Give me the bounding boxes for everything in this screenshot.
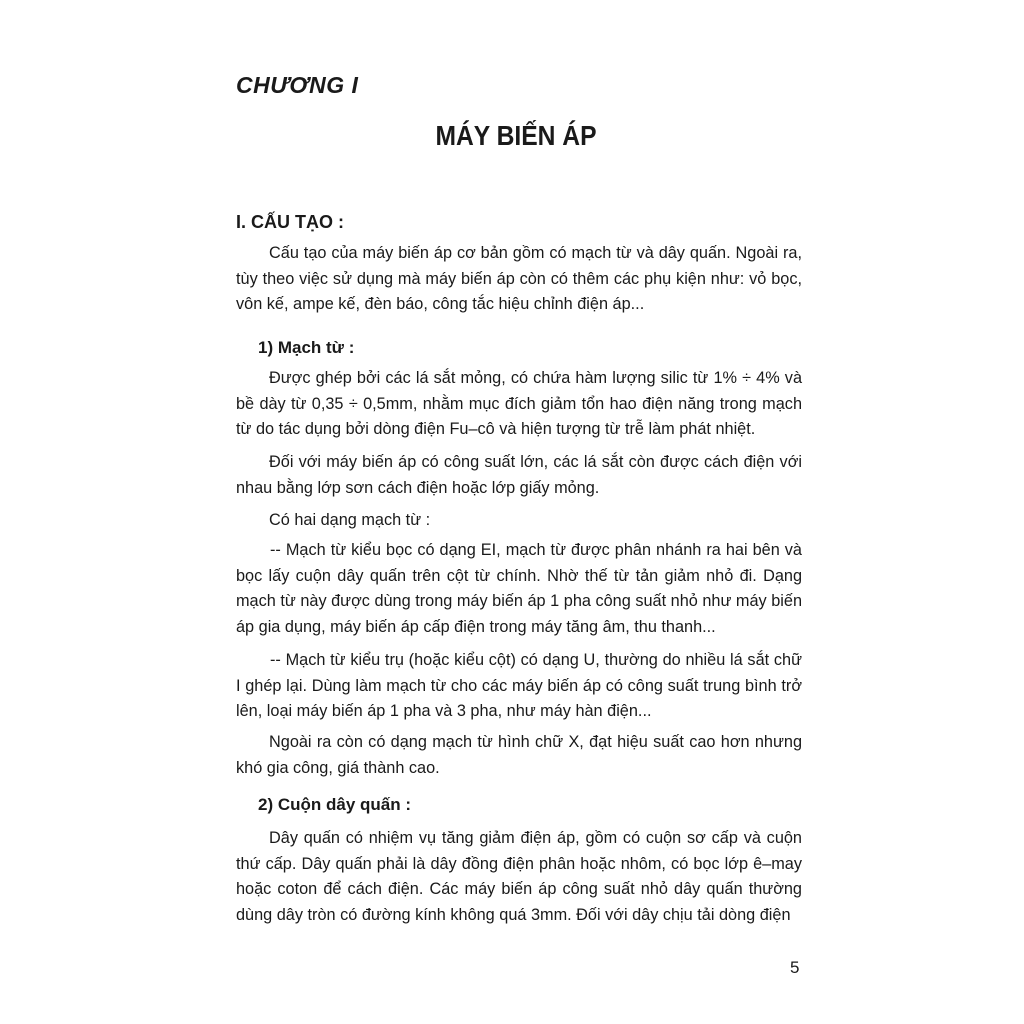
paragraph-x-shaped-core: Ngoài ra còn có dạng mạch từ hình chữ X, đạt hiệu suất cao hơn nhưng khó gia công, giá thành cao.	[236, 733, 802, 777]
paragraph-core-lamination: Được ghép bởi các lá sắt mỏng, có chứa hàm lượng silic từ 1% ÷ 4% và bề dày từ 0,35 ÷ 0,5mm, nhằm mục đích giảm tổn hao điện năng trong mạch từ do tác dụng bởi dòng điện Fu–cô và hiện tượng từ trễ làm phát nhiệt.	[236, 369, 802, 438]
paragraph-core-insulation: Đối với máy biến áp có công suất lớn, các lá sắt còn được cách điện với nhau bằng lớp sơn cách điện hoặc lớp giấy mỏng.	[236, 453, 802, 497]
page-title: MÁY BIẾN ÁP	[435, 120, 597, 151]
section-intro-paragraph: Cấu tạo của máy biến áp cơ bản gồm có mạch từ và dây quấn. Ngoài ra, tùy theo việc sử dụng mà máy biến áp còn có thêm các phụ kiện như: vỏ bọc, vôn kế, ampe kế, đèn báo, công tắc hiệu chỉnh điện áp...	[236, 244, 802, 313]
paragraph-core-type-column: -- Mạch từ kiểu trụ (hoặc kiểu cột) có dạng U, thường do nhiều lá sắt chữ I ghép lại. Dùng làm mạch từ cho các máy biến áp có công suất trung bình trở lên, loại máy biến áp 1 pha và 3 pha, như máy hàn điện...	[236, 651, 802, 720]
chapter-label: CHƯƠNG I	[236, 72, 359, 98]
paragraph-core-types: Có hai dạng mạch từ :	[269, 511, 431, 529]
paragraph-winding: Dây quấn có nhiệm vụ tăng giảm điện áp, gồm có cuộn sơ cấp và cuộn thứ cấp. Dây quấn phải là dây đồng điện phân hoặc nhôm, có bọc lớp ê–may hoặc coton để cách điện. Các máy biến áp công suất nhỏ dây quấn thường dùng dây tròn có đường kính không quá 3mm. Đối với dây chịu tải dòng điện	[236, 829, 802, 924]
subsection-heading-magnetic-core: 1) Mạch từ :	[258, 338, 355, 357]
section-heading: I. CẤU TẠO :	[236, 212, 344, 232]
paragraph-shell-type-core: -- Mạch từ kiểu bọc có dạng EI, mạch từ được phân nhánh ra hai bên và bọc lấy cuộn dây quấn trên cột từ chính. Nhờ thế từ tản giảm nhỏ đi. Dạng mạch từ này được dùng trong máy biến áp 1 pha công suất nhỏ như máy biến áp gia dụng, máy biến áp cấp điện trong máy tăng âm, thu thanh...	[236, 541, 802, 636]
page-number: 5	[790, 958, 800, 977]
subsection-heading-winding: 2) Cuộn dây quấn :	[258, 795, 411, 814]
